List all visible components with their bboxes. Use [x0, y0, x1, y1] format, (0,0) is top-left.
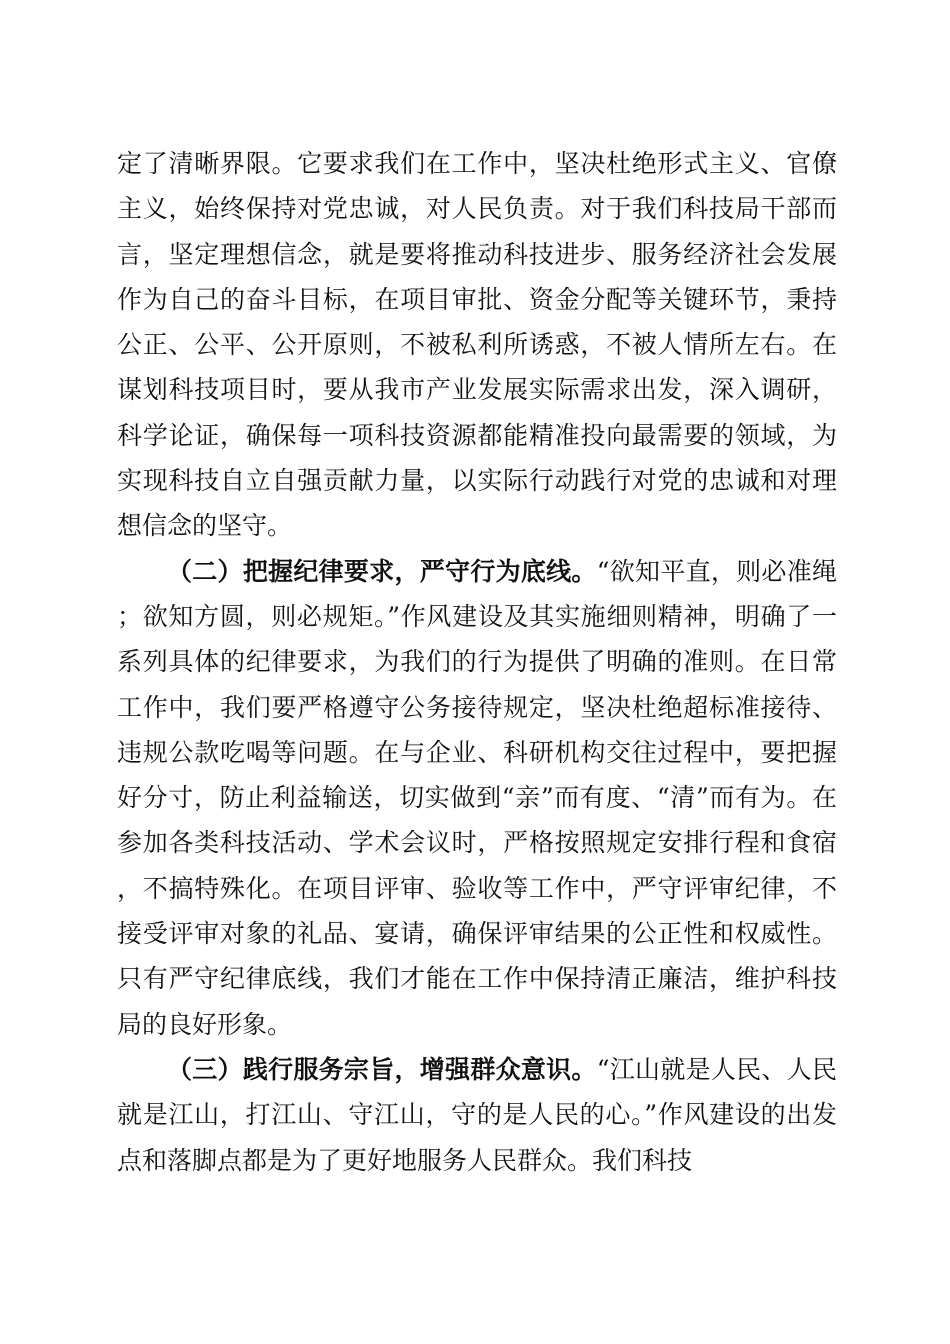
paragraph-text: 定了清晰界限。它要求我们在工作中，坚决杜绝形式主义、官僚主义，始终保持对党忠诚，对人民负责。对于我们科技局干部而言，坚定理想信念，就是要将推动科技进步、服务经济社会发展作为自己的奋斗目标，在项目审批、资金分配等关键环节，秉持公正、公平、公开原则，不被私利所诱惑，不被人情所左右。在谋划科技项目时，要从我市产业发展实际需求出发，深入调研，科学论证，确保每一项科技资源都能精准投向最需要的领域，为实现科技自立自强贡献力量，以实际行动践行对党的忠诚和对理想信念的坚守。	[117, 149, 837, 541]
paragraph-continuation	[117, 141, 837, 549]
paragraph-service	[117, 1047, 837, 1183]
document-body	[117, 141, 837, 1183]
section-heading-discipline: （二）把握纪律要求，严守行为底线。	[167, 556, 597, 586]
section-heading-service: （三）践行服务宗旨，增强群众意识。	[167, 1054, 597, 1084]
paragraph-text: “欲知平直，则必准绳；欲知方圆，则必规矩。”作风建设及其实施细则精神，明确了一系列具体的纪律要求，为我们的行为提供了明确的准则。在日常工作中，我们要严格遵守公务接待规定，坚决杜绝超标准接待、违规公款吃喝等问题。在与企业、科研机构交往过程中，要把握好分寸，防止利益输送，切实做到“亲”而有度、“清”而有为。在参加各类科技活动、学术会议时，严格按照规定安排行程和食宿，不搞特殊化。在项目评审、验收等工作中，严守评审纪律，不接受评审对象的礼品、宴请，确保评审结果的公正性和权威性。只有严守纪律底线，我们才能在工作中保持清正廉洁，维护科技局的良好形象。	[117, 556, 837, 1039]
paragraph-text: “江山就是人民、人民就是江山，打江山、守江山，守的是人民的心。”作风建设的出发点和落脚点都是为了更好地服务人民群众。我们科技	[117, 1054, 837, 1175]
paragraph-discipline	[117, 549, 837, 1047]
